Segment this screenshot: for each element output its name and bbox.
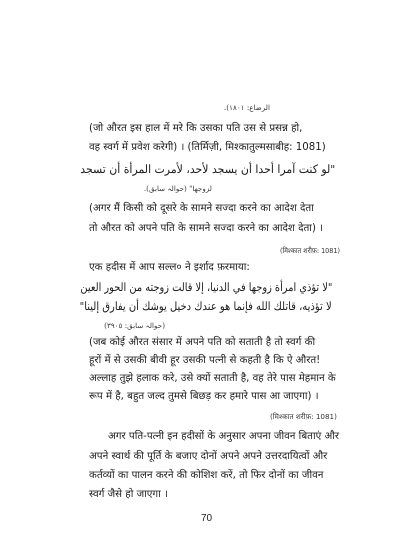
arabic-hadith-2-line-2: لا تؤذيه، قاتلك الله فإنما هو عندك دخيل يوشك أن يفارق إلينا" (80, 299, 332, 313)
arabic-hadith-2-reference: (حوالہ سابق: ٣٩٠٥) (104, 321, 165, 330)
paragraph-2-line-4: रूप में है, बहुत जल्द तुमसे बिछड़ कर हमारे पास आ जाएगा) । (89, 391, 319, 402)
arabic-hadith-1-line-1: "لو كنت آمرا أحدا أن يسجد لأحد، لأمرت المرأة أن تسجد (79, 162, 335, 176)
paragraph-3-line-2: अपने स्वार्थ की पूर्ति के बजाए दोनों अपने अपने उत्तरदायित्वों और (89, 451, 328, 462)
page-number: 70 (201, 513, 213, 524)
arabic-hadith-2-line-1: "لا تؤذي امرأة زوجها في الدنيا، إلا قالت زوجته من الحور العين (80, 280, 332, 294)
paragraph-2-line-1: (जब कोई औरत संसार में अपने पति को सताती है तो स्वर्ग की (89, 337, 316, 348)
paragraph-2-line-2: हूरों में से उसकी बीवी हूर उसकी पत्नी से कहती है कि ऐ औरत! (89, 355, 321, 366)
translation-1-line-2: तो औरत को अपने पति के सामने सज्दा करने का आदेश देता) । (89, 223, 324, 234)
paragraph-1-line-1: (जो औरत इस हाल में मरे कि उसका पति उस से प्रसन्न हो, (89, 123, 303, 134)
hadith-intro: एक हदीस में आप सल्ल० ने इर्शाद फ़रमाया: (89, 262, 250, 273)
paragraph-2-line-3: अल्लाह तुझे हलाक करे, उसे क्यों सताती है, वह तेरे पास मेहमान के (89, 373, 336, 384)
arabic-hadith-1-line-2: لزوجها" (حوالہ سابق). (143, 184, 212, 193)
paragraph-1-line-2: वह स्वर्ग में प्रवेश करेगी) । (तिर्मिज़ी, मिश्कातुल्मसाबीह: 1081) (89, 142, 326, 153)
paragraph-3-line-4: स्वर्ग जैसे हो जाएगा । (89, 489, 168, 500)
paragraph-3-line-3: कर्तव्यों का पालन करने की कोशिश करें, तो फिर दोनों का जीवन (89, 470, 324, 481)
reference-2: (मिश्कात शरीफ़: 1081) (280, 246, 340, 255)
reference-3: (मिश्कात शरीफ़: 1081) (270, 412, 337, 421)
translation-1-line-1: (अगर मैं किसी को दूसरे के सामने सज्दा करने का आदेश देता (89, 203, 314, 214)
paragraph-3-line-1: अगर पति-पत्नी इन हदीसों के अनुसार अपना जीवन बिताएं और (108, 431, 340, 442)
reference-top: الرضاع: ١٨٠١). (224, 103, 270, 112)
